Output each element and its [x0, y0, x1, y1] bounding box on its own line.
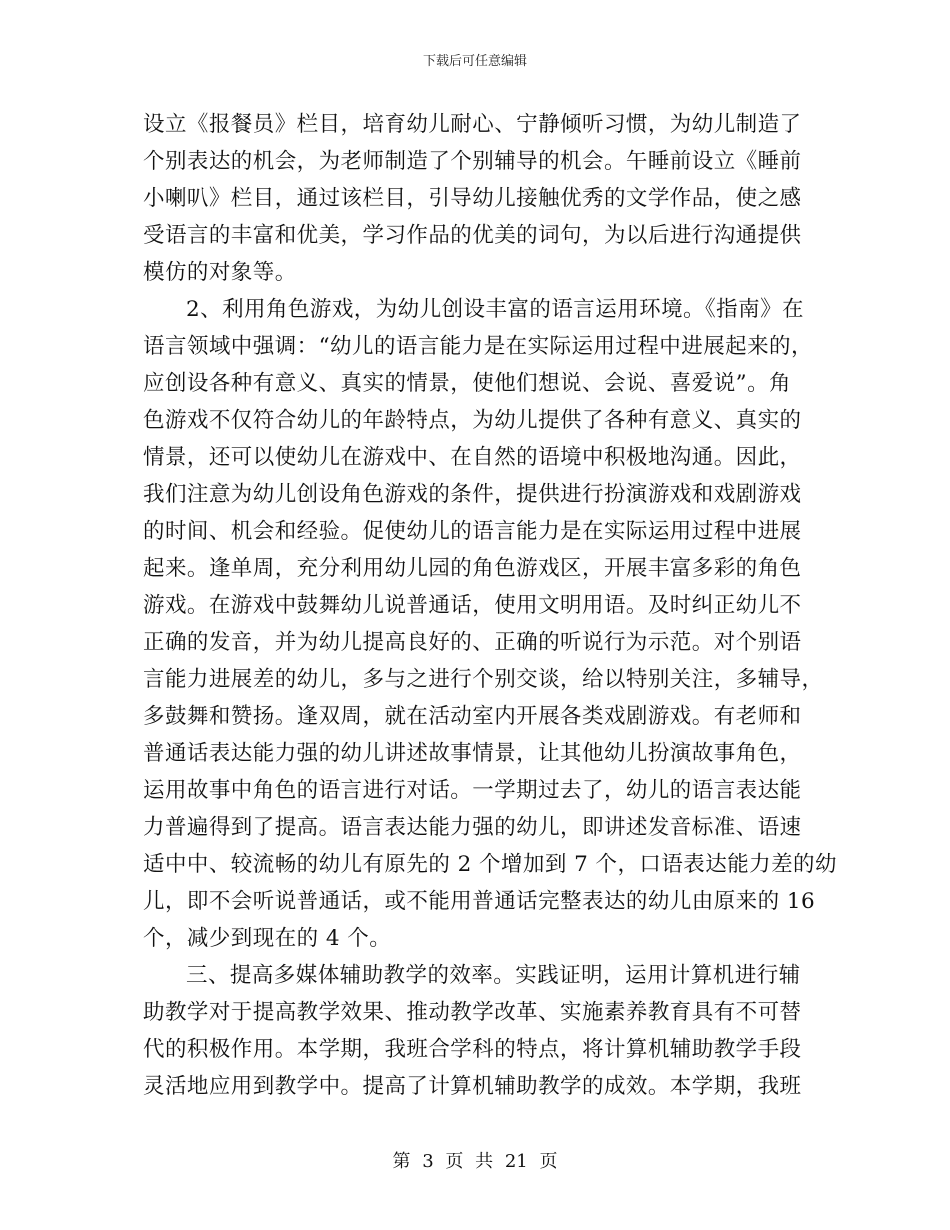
text-line: 运用故事中角色的语言进行对话。一学期过去了，幼儿的语言表达能: [143, 778, 802, 803]
text-line: 小喇叭》栏目，通过该栏目，引导幼儿接触优秀的文学作品，使之感: [143, 186, 802, 211]
text-line: 语言领域中强调：“幼儿的语言能力是在实际运用过程中进展起来的，: [143, 334, 813, 359]
text-line: 色游戏不仅符合幼儿的年龄特点，为幼儿提供了各种有意义、真实的: [143, 408, 802, 433]
text-line: 受语言的丰富和优美，学习作品的优美的词句，为以后进行沟通提供: [143, 223, 802, 248]
text-line: 我们注意为幼儿创设角色游戏的条件，提供进行扮演游戏和戏剧游戏: [143, 482, 802, 507]
text-line: 儿，即不会听说普通话，或不能用普通话完整表达的幼儿由原来的 16: [143, 889, 816, 914]
text-line: 情景，还可以使幼儿在游戏中、在自然的语境中积极地沟通。因此，: [143, 445, 802, 470]
text-line: 灵活地应用到教学中。提高了计算机辅助教学的成效。本学期，我班: [143, 1074, 802, 1099]
paragraph-start-line: 2、利用角色游戏，为幼儿创设丰富的语言运用环境。《指南》在: [186, 297, 804, 322]
paragraph-start-line: 三、提高多媒体辅助教学的效率。实践证明，运用计算机进行辅: [186, 963, 801, 988]
text-line: 设立《报餐员》栏目，培育幼儿耐心、宁静倾听习惯，为幼儿制造了: [143, 112, 802, 137]
page-header: 下载后可任意编辑: [422, 54, 527, 69]
text-line: 正确的发音，并为幼儿提高良好的、正确的听说行为示范。对个别语: [143, 630, 802, 655]
text-line: 个，减少到现在的 4 个。: [143, 926, 392, 951]
text-line: 模仿的对象等。: [143, 260, 297, 285]
text-line: 应创设各种有意义、真实的情景，使他们想说、会说、喜爱说”。角: [143, 371, 791, 396]
text-line: 言能力进展差的幼儿，多与之进行个别交谈，给以特别关注，多辅导，: [143, 667, 824, 692]
document-body: [143, 106, 837, 1105]
text-line: 游戏。在游戏中鼓舞幼儿说普通话，使用文明用语。及时纠正幼儿不: [143, 593, 802, 618]
text-line: 普通话表达能力强的幼儿讲述故事情景，让其他幼儿扮演故事角色，: [143, 741, 802, 766]
page-number-footer: 第 3 页 共 21 页: [392, 1151, 558, 1172]
text-line: 起来。逢单周，充分利用幼儿园的角色游戏区，开展丰富多彩的角色: [143, 556, 802, 581]
text-line: 代的积极作用。本学期，我班合学科的特点，将计算机辅助教学手段: [143, 1037, 802, 1062]
text-line: 个别表达的机会，为老师制造了个别辅导的机会。午睡前设立《睡前: [143, 149, 802, 174]
text-line: 多鼓舞和赞扬。逢双周，就在活动室内开展各类戏剧游戏。有老师和: [143, 704, 802, 729]
text-line: 的时间、机会和经验。促使幼儿的语言能力是在实际运用过程中进展: [143, 519, 802, 544]
text-line: 力普遍得到了提高。语言表达能力强的幼儿，即讲述发音标准、语速: [143, 815, 802, 840]
text-line: 适中中、较流畅的幼儿有原先的 2 个增加到 7 个，口语表达能力差的幼: [143, 852, 837, 877]
text-line: 助教学对于提高教学效果、推动教学改革、实施素养教育具有不可替: [143, 1000, 802, 1025]
